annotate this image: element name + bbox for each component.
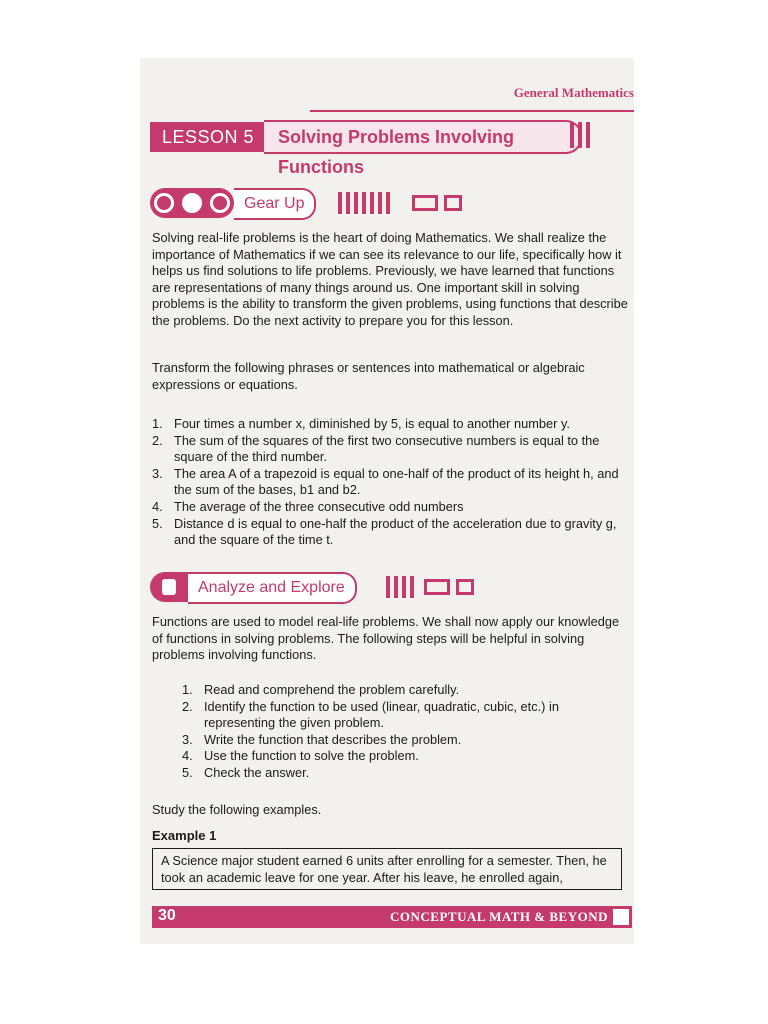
gear-up-instruction: Transform the following phrases or sentences into mathematical or algebraic expressions or equations. [152, 360, 585, 392]
example-box [152, 848, 622, 890]
running-head [310, 84, 634, 112]
list-item: 4. Use the function to solve the problem. [182, 748, 419, 764]
textbook-page [140, 58, 634, 944]
list-item: 3. The area A of a trapezoid is equal to one-half of the product of its height h, and the sum of the bases, b1 and b2. [152, 465, 619, 498]
lesson-tag: LESSON 5 [150, 122, 266, 152]
lesson-banner [150, 120, 582, 177]
list-item: 4. The average of the three consecutive odd numbers [152, 498, 464, 514]
list-item: 2. Identify the function to be used (linear, quadratic, cubic, etc.) in representing the given problem. [182, 698, 559, 731]
analyze-heading [150, 572, 550, 602]
analyze-title: Analyze and Explore [188, 572, 357, 604]
publisher-logo-icon [612, 908, 630, 926]
example-text: A Science major student earned 6 units after enrolling for a semester. Then, he took an academic leave for one year. After his leave, he enrolled again, [161, 853, 607, 885]
square-icon [444, 195, 462, 211]
decor-bars [386, 576, 414, 598]
list-item: 5. Distance d is equal to one-half the product of the acceleration due to gravity g, and the square of the time t. [152, 515, 617, 548]
analyze-intro: Functions are used to model real-life problems. We shall now apply our knowledge of functions in solving problems. The following steps will be helpful in solving problems involving functions. [152, 614, 620, 663]
list-item: 1. Four times a number x, diminished by 5, is equal to another number y. [152, 416, 570, 431]
gear-up-title: Gear Up [234, 188, 316, 220]
brand-name: CONCEPTUAL MATH & BEYOND [390, 909, 608, 924]
binoculars-icon [150, 572, 188, 602]
list-item: 2. The sum of the squares of the first two consecutive numbers is equal to the square of the third number. [152, 432, 600, 465]
study-text: Study the following examples. [152, 802, 322, 817]
gear-up-items [152, 416, 628, 549]
bracket-icon [412, 195, 438, 211]
gears-icon [150, 188, 234, 218]
page-footer [152, 906, 632, 928]
lesson-title: Solving Problems Involving Functions [264, 120, 582, 154]
page-number: 30 [158, 907, 176, 924]
list-item: 1. Read and comprehend the problem carefully. [182, 682, 460, 697]
list-item: 5. Check the answer. [182, 764, 310, 780]
steps-list [182, 682, 626, 782]
running-head-text: General Mathematics [513, 85, 634, 100]
decor-bars [338, 192, 390, 214]
gear-up-intro: Solving real-life problems is the heart of doing Mathematics. We shall realize the importance of Mathematics if we can see its relevance to our life, specifically how it helps us find solutions to life problems. Previously, we have learned that functions are representations of many things around us. One important skill in solving problems is the ability to transform the given problems, using functions that describe the problems. Do the next activity to prepare you for this lesson. [152, 230, 628, 328]
list-item: 3. Write the function that describes the problem. [182, 731, 462, 747]
square-icon [456, 579, 474, 595]
decor-bars [570, 122, 590, 148]
gear-up-heading [150, 188, 550, 218]
example-title: Example 1 [152, 828, 217, 843]
bracket-icon [424, 579, 450, 595]
